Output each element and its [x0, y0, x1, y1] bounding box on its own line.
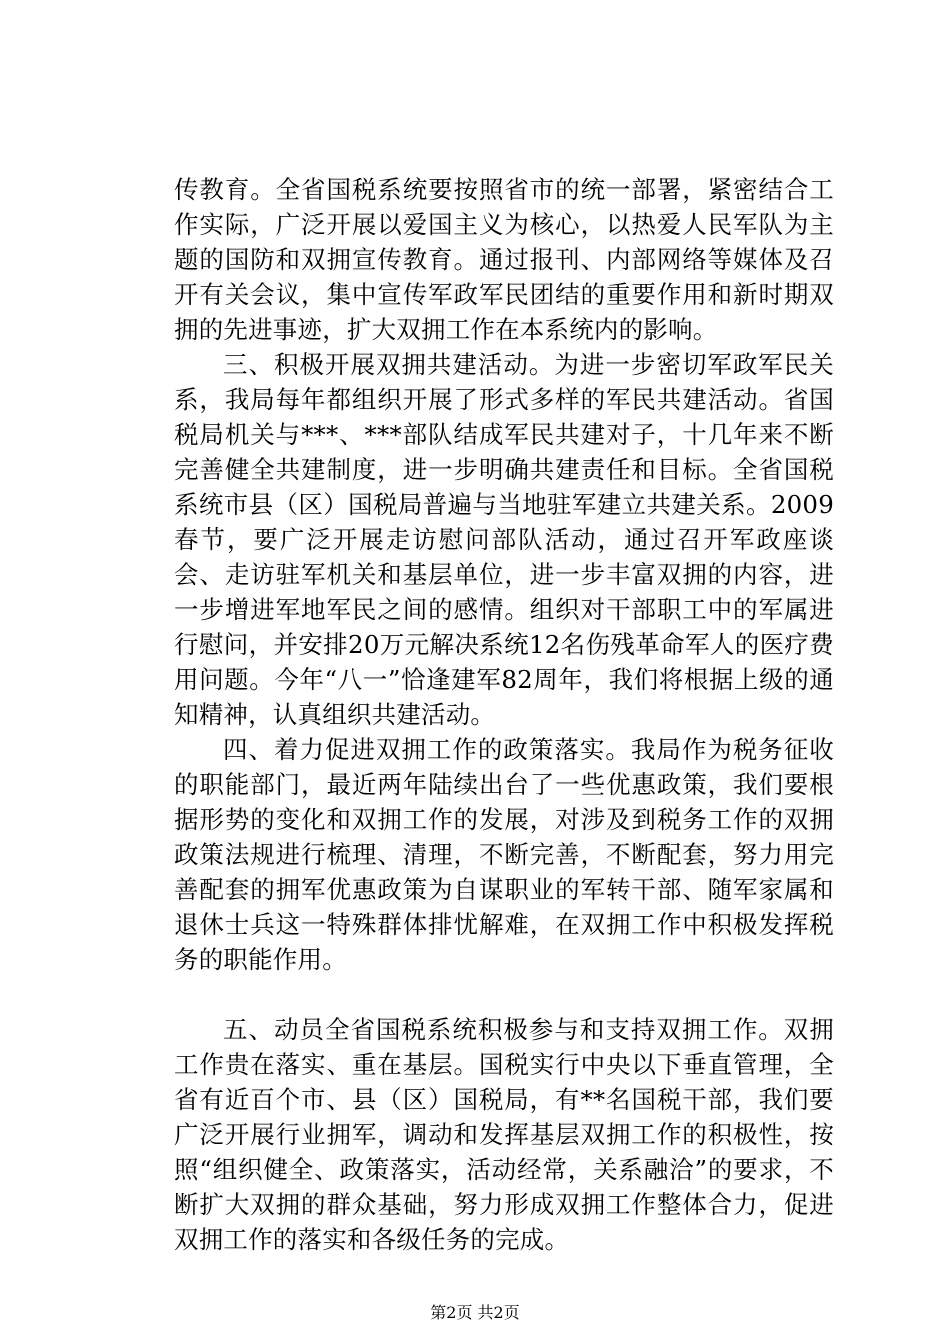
- paragraph-section-three: 三、积极开展双拥共建活动。为进一步密切军政军民关系，我局每年都组织开展了形式多样的军民共建活动。省国税局机关与***、***部队结成军民共建对子，十几年来不断完善健全共建制度，进一步明确共建责任和目标。全省国税系统市县（区）国税局普遍与当地驻军建立共建关系。2009春节，要广泛开展走访慰问部队活动，通过召开军政座谈会、走访驻军机关和基层单位，进一步丰富双拥的内容，进一步增进军地军民之间的感情。组织对干部职工中的军属进行慰问，并安排20万元解决系统12名伤残革命军人的医疗费用问题。今年“八一”恰逢建军82周年，我们将根据上级的通知精神，认真组织共建活动。: [174, 350, 834, 729]
- paragraph-section-four: 四、着力促进双拥工作的政策落实。我局作为税务征收的职能部门，最近两年陆续出台了一些优惠政策，我们要根据形势的变化和双拥工作的发展，对涉及到税务工作的双拥政策法规进行梳理、清理，不断完善，不断配套，努力用完善配套的拥军优惠政策为自谋职业的军转干部、随军家属和退休士兵这一特殊群体排忧解难，在双拥工作中积极发挥税务的职能作用。: [174, 735, 834, 974]
- document-body: [174, 172, 834, 1257]
- paragraph-section-five: 五、动员全省国税系统积极参与和支持双拥工作。双拥工作贵在落实、重在基层。国税实行中央以下垂直管理，全省有近百个市、县（区）国税局，有**名国税干部，我们要广泛开展行业拥军，调动和发挥基层双拥工作的积极性，按照“组织健全、政策落实，活动经常，关系融洽”的要求，不断扩大双拥的群众基础，努力形成双拥工作整体合力，促进双拥工作的落实和各级任务的完成。: [174, 1015, 834, 1254]
- page-number-footer: 第2页 共2页: [430, 1303, 520, 1322]
- paragraph-continuation: 传教育。全省国税系统要按照省市的统一部署，紧密结合工作实际，广泛开展以爱国主义为核心，以热爱人民军队为主题的国防和双拥宣传教育。通过报刊、内部网络等媒体及召开有关会议，集中宣传军政军民团结的重要作用和新时期双拥的先进事迹，扩大双拥工作在本系统内的影响。: [174, 175, 834, 344]
